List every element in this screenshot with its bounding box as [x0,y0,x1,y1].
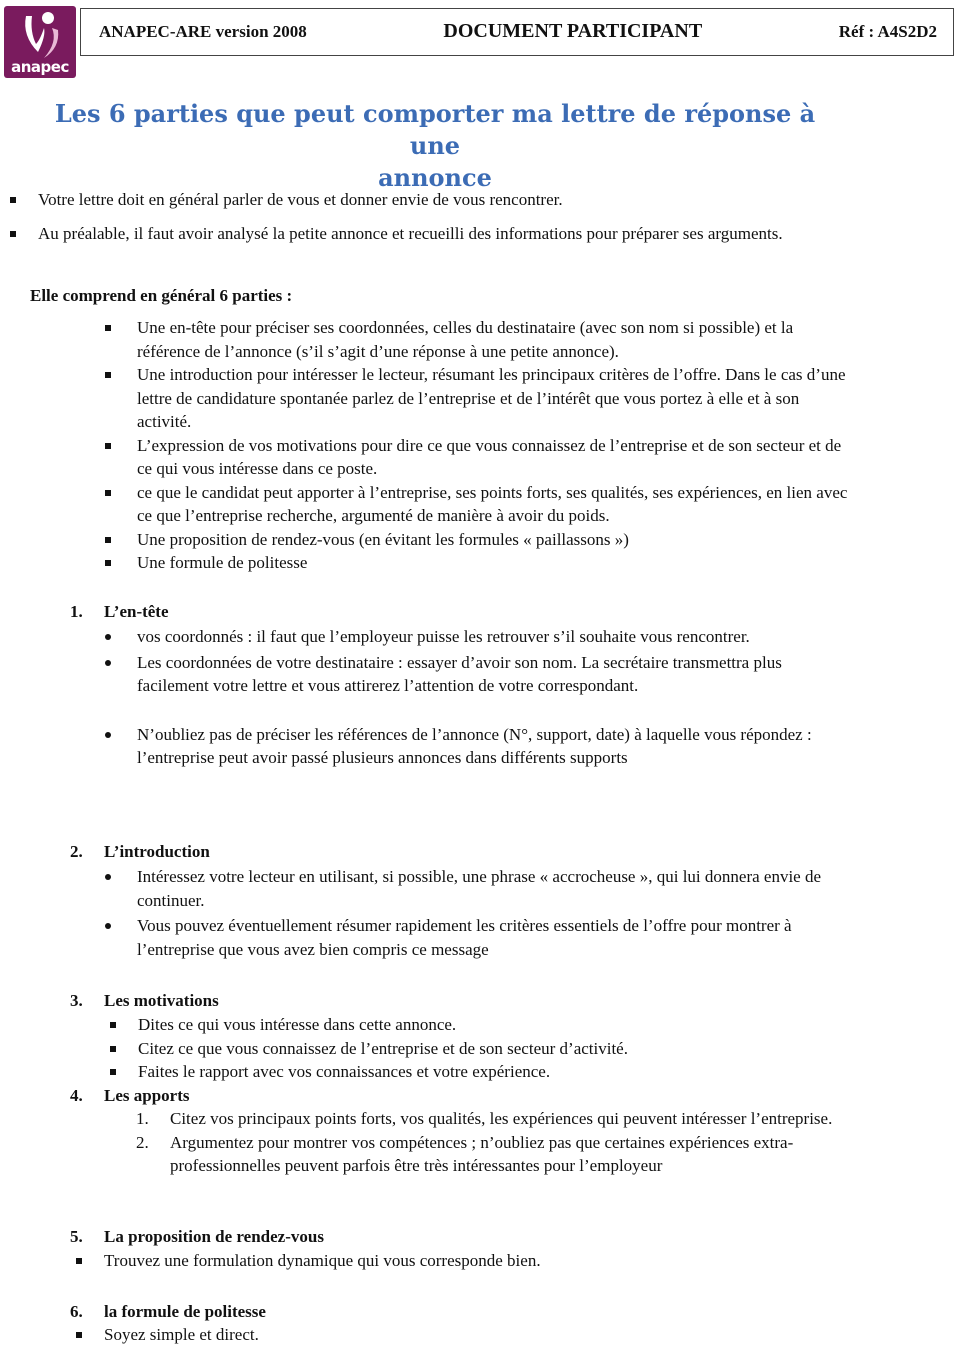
list-item: ce que le candidat peut apporter à l’entreprise, ses points forts, ses qualités, ses expériences, en lien avec ce que l’entreprise recherche, argumenté de manière à avoir du poids. [137,481,857,528]
section-list [136,1107,840,1178]
list-item: Une formule de politesse [137,551,857,575]
section-number: 2. [70,842,83,861]
section-heading [70,1300,266,1324]
section-number: 6. [70,1302,83,1321]
section-heading [70,1225,324,1249]
section-heading [70,840,210,864]
list-item: Une introduction pour intéresser le lecteur, résumant les principaux critères de l’offre. Dans le cas d’une lettre de candidature spontanée parlez de l’entreprise et de l’intérêt que vous portez à elle et à son activité. [137,363,857,434]
section-title: la formule de politesse [104,1302,266,1321]
list-item: Une proposition de rendez-vous (en évitant les formules « paillassons ») [137,528,857,552]
section-list [137,625,847,770]
section-title: Les apports [104,1086,190,1105]
list-item [136,1107,840,1131]
logo-text: anapec [11,58,69,76]
header-document-type: DOCUMENT PARTICIPANT [443,20,703,43]
list-item: Faites le rapport avec vos connaissances et votre expérience. [138,1060,858,1084]
section-list [104,1249,824,1273]
section-number: 3. [70,991,83,1010]
section-heading [70,1084,189,1108]
section-list [137,865,857,961]
section-list [138,1013,858,1084]
section-number: 4. [70,1086,83,1105]
section-heading [70,600,169,624]
section-title: L’introduction [104,842,210,861]
list-item: Soyez simple et direct. [104,1323,824,1347]
header-version: ANAPEC-ARE version 2008 [99,22,307,42]
list-item: Les coordonnées de votre destinataire : essayer d’avoir son nom. La secrétaire transmettra plus facilement votre lettre et vous attirerez l’attention de votre correspondant. [137,651,847,698]
section-title: L’en-tête [104,602,169,621]
parts-list [137,316,857,575]
page-title-line-1: Les 6 parties que peut comporter ma lettre de réponse à une [54,99,816,160]
document-header [80,8,954,56]
intro-item: Votre lettre doit en général parler de vous et donner envie de vous rencontrer. [38,188,848,212]
logo-figure-icon [4,6,76,62]
list-item: Une en-tête pour préciser ses coordonnées, celles du destinataire (avec son nom si possible) et la référence de l’annonce (s’il s’agit d’une réponse à une petite annonce). [137,316,857,363]
intro-item: Au préalable, il faut avoir analysé la petite annonce et recueilli des informations pour préparer ses arguments. [38,222,848,246]
section-title: La proposition de rendez-vous [104,1227,324,1246]
parts-heading: Elle comprend en général 6 parties : [30,286,293,305]
section-title: Les motivations [104,991,219,1010]
page-title [30,98,840,194]
anapec-logo [4,6,76,78]
list-item: Intéressez votre lecteur en utilisant, si possible, une phrase « accrocheuse », qui lui donnera envie de continuer. [137,865,857,912]
list-item: Trouvez une formulation dynamique qui vous corresponde bien. [104,1249,824,1273]
section-number: 1. [70,602,83,621]
list-item: Dites ce qui vous intéresse dans cette annonce. [138,1013,858,1037]
list-item [136,1131,840,1178]
section-list [104,1323,824,1347]
section-heading [70,989,219,1013]
list-item: Citez ce que vous connaissez de l’entreprise et de son secteur d’activité. [138,1037,858,1061]
list-item: L’expression de vos motivations pour dire ce que vous connaissez de l’entreprise et de son secteur et de ce qui vous intéresse dans ce poste. [137,434,857,481]
list-item-number: 2. [136,1132,149,1152]
list-item-number: 1. [136,1109,149,1128]
list-item-text: Citez vos principaux points forts, vos qualités, les expériences qui peuvent intéresser l’entreprise. [170,1109,833,1128]
section-number: 5. [70,1227,83,1246]
list-item: Vous pouvez éventuellement résumer rapidement les critères essentiels de l’offre pour montrer à l’entreprise que vous avez bien compris ce message [137,914,857,961]
header-reference: Réf : A4S2D2 [838,22,937,42]
list-item: N’oubliez pas de préciser les références de l’annonce (N°, support, date) à laquelle vous répondez : l’entreprise peut avoir passé plusieurs annonces dans différents supports [137,723,847,770]
list-item-text: Argumentez pour montrer vos compétences ; n’oubliez pas que certaines expériences extra-professionnelles peuvent parfois être très intéressantes pour l’employeur [170,1132,794,1175]
intro-list [38,188,848,255]
page-title-line-2: annonce [378,163,492,192]
list-item: vos coordonnés : il faut que l’employeur puisse les retrouver s’il souhaite vous rencontrer. [137,625,847,649]
